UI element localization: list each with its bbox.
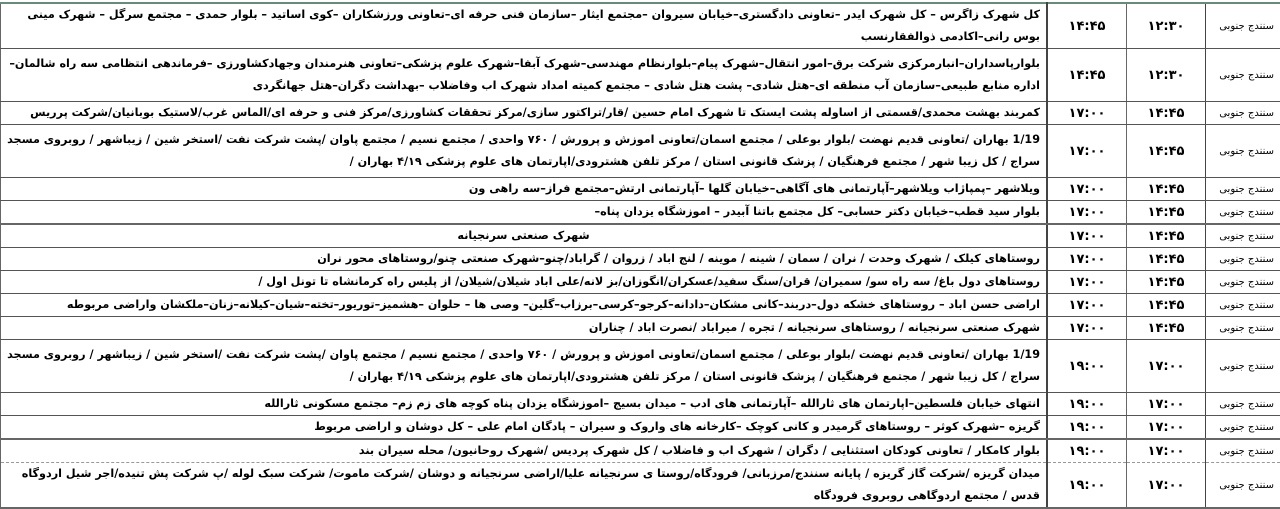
start-time-cell: ۱۷:۰۰: [1127, 439, 1206, 463]
address-cell: بلوار کامکار / تعاونی کودکان استثنایی / دگران / شهرک اب و فاضلاب / کل شهرک پردیس /شهرک روحانیون/ محله سیران بند: [1, 439, 1048, 463]
table-row: [1, 393, 1280, 416]
end-time-cell: ۱۷:۰۰: [1047, 294, 1127, 317]
start-time-cell: ۱۴:۴۵: [1127, 248, 1206, 271]
address-cell: انتهای خیابان فلسطین–اپارتمان های ثارالله –آپارتمانی های ادب – میدان بسیج –اموزشگاه یزدان پناه کوچه های زم زم– مجتمع مسکونی ثارالله: [1, 393, 1048, 416]
area-cell: سنندج جنوبی: [1206, 463, 1280, 509]
area-cell: سنندج جنوبی: [1206, 317, 1280, 340]
start-time-cell: ۱۴:۴۵: [1127, 201, 1206, 225]
start-time-cell: ۱۷:۰۰: [1127, 416, 1206, 440]
start-time-cell: ۱۷:۰۰: [1127, 463, 1206, 509]
end-time-cell: ۱۷:۰۰: [1047, 248, 1127, 271]
address-cell: کل شهرک زاگرس – کل شهرک ایدر –تعاونی دادگستری–خیابان سیروان –مجتمع ایثار –سازمان فنی حرفه ای–تعاونی ورزشکاران –کوی اساتید – بلوار حمدی – مجتمع سرگل – شهرک مینی بوس رانی–اکادمی ذوالفقارنسب: [1, 3, 1048, 49]
start-time-cell: ۱۴:۴۵: [1127, 224, 1206, 248]
start-time-cell: ۱۴:۴۵: [1127, 102, 1206, 125]
table-row: [1, 317, 1280, 340]
area-cell: سنندج جنوبی: [1206, 224, 1280, 248]
start-time-cell: ۱۴:۴۵: [1127, 178, 1206, 201]
end-time-cell: ۱۴:۴۵: [1047, 49, 1127, 102]
start-time-cell: ۱۷:۰۰: [1127, 340, 1206, 393]
address-cell: شهرک صنعتی سرنجیانه / روستاهای سرنجیانه / تجره / میراباد /نصرت اباد / چناران: [1, 317, 1048, 340]
table-row: [1, 439, 1280, 463]
end-time-cell: ۱۷:۰۰: [1047, 317, 1127, 340]
table-row: [1, 248, 1280, 271]
area-cell: سنندج جنوبی: [1206, 248, 1280, 271]
area-cell: سنندج جنوبی: [1206, 271, 1280, 294]
end-time-cell: ۱۹:۰۰: [1047, 439, 1127, 463]
table-row: [1, 416, 1280, 440]
end-time-cell: ۱۹:۰۰: [1047, 463, 1127, 509]
end-time-cell: ۱۷:۰۰: [1047, 102, 1127, 125]
table-row: [1, 201, 1280, 225]
address-cell: شهرک صنعتی سرنجیانه: [1, 224, 1048, 248]
area-cell: سنندج جنوبی: [1206, 178, 1280, 201]
address-cell: بلوار سید قطب–خیابان دکتر حسابی– کل مجتمع باتنا آبیدر – اموزشگاه یزدان پناه–: [1, 201, 1048, 225]
area-cell: سنندج جنوبی: [1206, 201, 1280, 225]
table-row: [1, 271, 1280, 294]
address-cell: اراضی حسن اباد – روستاهای خشکه دول–دربند–کانی مشکان–دادانه–کرجو–کرسی–برزاب–گلین– وصی ها – حلوان –هشمیز–توریور–تخته–شیان–کیلانه–زنان–ملکشان واراضی مربوطه: [1, 294, 1048, 317]
end-time-cell: ۱۷:۰۰: [1047, 201, 1127, 225]
end-time-cell: ۱۹:۰۰: [1047, 340, 1127, 393]
area-cell: سنندج جنوبی: [1206, 340, 1280, 393]
table-row: [1, 3, 1280, 49]
end-time-cell: ۱۷:۰۰: [1047, 125, 1127, 178]
table-row: [1, 224, 1280, 248]
address-cell: روستاهای دول باغ/ سه راه سو/ سمیران/ قران/سنگ سفید/عسکران/انگوزان/بز لانه/علی اباد شیلان/شیلان/ از پلیس راه کرمانشاه تا تونل اول /: [1, 271, 1048, 294]
start-time-cell: ۱۴:۴۵: [1127, 294, 1206, 317]
end-time-cell: ۱۹:۰۰: [1047, 393, 1127, 416]
area-cell: سنندج جنوبی: [1206, 294, 1280, 317]
end-time-cell: ۱۴:۴۵: [1047, 3, 1127, 49]
end-time-cell: ۱۷:۰۰: [1047, 224, 1127, 248]
start-time-cell: ۱۴:۴۵: [1127, 125, 1206, 178]
table-row: [1, 178, 1280, 201]
table-row: [1, 294, 1280, 317]
area-cell: سنندج جنوبی: [1206, 3, 1280, 49]
address-cell: کمربند بهشت محمدی/قسمتی از اساوله پشت ایستک تا شهرک امام حسین /قار/تراکتور سازی/مرکز تحققات کشاورزی/مرکز فنی و حرفه ای/الماس غرب/لاستیک بوبانیان/شرکت پرریس: [1, 102, 1048, 125]
area-cell: سنندج جنوبی: [1206, 439, 1280, 463]
start-time-cell: ۱۴:۴۵: [1127, 271, 1206, 294]
address-cell: روستاهای کیلک / شهرک وحدت / نران / سمان / شینه / موینه / لنج اباد / زروان / گراباد/چنو–شهرک صنعتی چنو/روستاهای محور نران: [1, 248, 1048, 271]
outage-schedule-table: [0, 2, 1280, 509]
start-time-cell: ۱۴:۴۵: [1127, 317, 1206, 340]
end-time-cell: ۱۷:۰۰: [1047, 271, 1127, 294]
table-row: [1, 49, 1280, 102]
address-cell: گریزه –شهرک کوثر – روستاهای گرمیدر و کانی کوچک –کارخانه های واروک و سیران – پادگان امام علی – کل دوشان و اراضی مربوط: [1, 416, 1048, 440]
area-cell: سنندج جنوبی: [1206, 393, 1280, 416]
address-cell: 1/19 بهاران /تعاونی قدیم نهضت /بلوار بوعلی / مجتمع اسمان/تعاونی اموزش و پرورش / ۷۶۰ واحدی / مجتمع نسیم / مجتمع پاوان /پشت شرکت نفت /استخر شین / زیباشهر / روبروی مسجد سراج / کل زیبا شهر / مجتمع فرهنگیان / پزشک قانونی استان / مرکز تلفن هشترودی/اپارتمان های علوم پزشکی ۴/۱۹ بهاران /: [1, 340, 1048, 393]
area-cell: سنندج جنوبی: [1206, 102, 1280, 125]
area-cell: سنندج جنوبی: [1206, 125, 1280, 178]
table-row: [1, 340, 1280, 393]
start-time-cell: ۱۷:۰۰: [1127, 393, 1206, 416]
address-cell: 1/19 بهاران /تعاونی قدیم نهضت /بلوار بوعلی / مجتمع اسمان/تعاونی اموزش و پرورش / ۷۶۰ واحدی / مجتمع نسیم / مجتمع پاوان /پشت شرکت نفت /استخر شین / زیباشهر / روبروی مسجد سراج / کل زیبا شهر / مجتمع فرهنگیان / پزشک قانونی استان / مرکز تلفن هشترودی/اپارتمان های علوم پزشکی ۴/۱۹ بهاران /: [1, 125, 1048, 178]
address-cell: میدان گریزه /شرکت گاز گریزه / پایانه سنندج/مرزبانی/ فرودگاه/روستا ی سرنجیانه علیا/اراضی سرنجیانه و دوشان /شرکت ماموت/ شرکت سبک لوله /پ شرکت پش تنیده/اجر شیل اردوگاه قدس / مجتمع اردوگاهی روبروی فرودگاه: [1, 463, 1048, 509]
table-row: [1, 102, 1280, 125]
table-row: [1, 463, 1280, 509]
table-row: [1, 125, 1280, 178]
address-cell: ویلاشهر –پمپاژاب ویلاشهر–آپارتمانی های آگاهی–خیابان گلها –آپارتمانی ارتش–مجتمع فراز–سه راهی ون: [1, 178, 1048, 201]
address-cell: بلوارپاسداران–انبارمرکزی شرکت برق–امور انتقال–شهرک پیام–بلوارنظام مهندسی–شهرک آبفا–شهرک علوم پزشکی–تعاونی هنرمندان وجهادکشاورزی –فرماندهی انتظامی سه راه شالمان–اداره منابع طبیعی–سازمان آب منطقه ای–هتل شادی– پشت هتل شادی – مجتمع کمیته امداد شهرک اب وفاضلاب –بهداشت دگران–هتل جهانگردی: [1, 49, 1048, 102]
area-cell: سنندج جنوبی: [1206, 49, 1280, 102]
end-time-cell: ۱۹:۰۰: [1047, 416, 1127, 440]
start-time-cell: ۱۲:۳۰: [1127, 49, 1206, 102]
start-time-cell: ۱۲:۳۰: [1127, 3, 1206, 49]
end-time-cell: ۱۷:۰۰: [1047, 178, 1127, 201]
area-cell: سنندج جنوبی: [1206, 416, 1280, 440]
